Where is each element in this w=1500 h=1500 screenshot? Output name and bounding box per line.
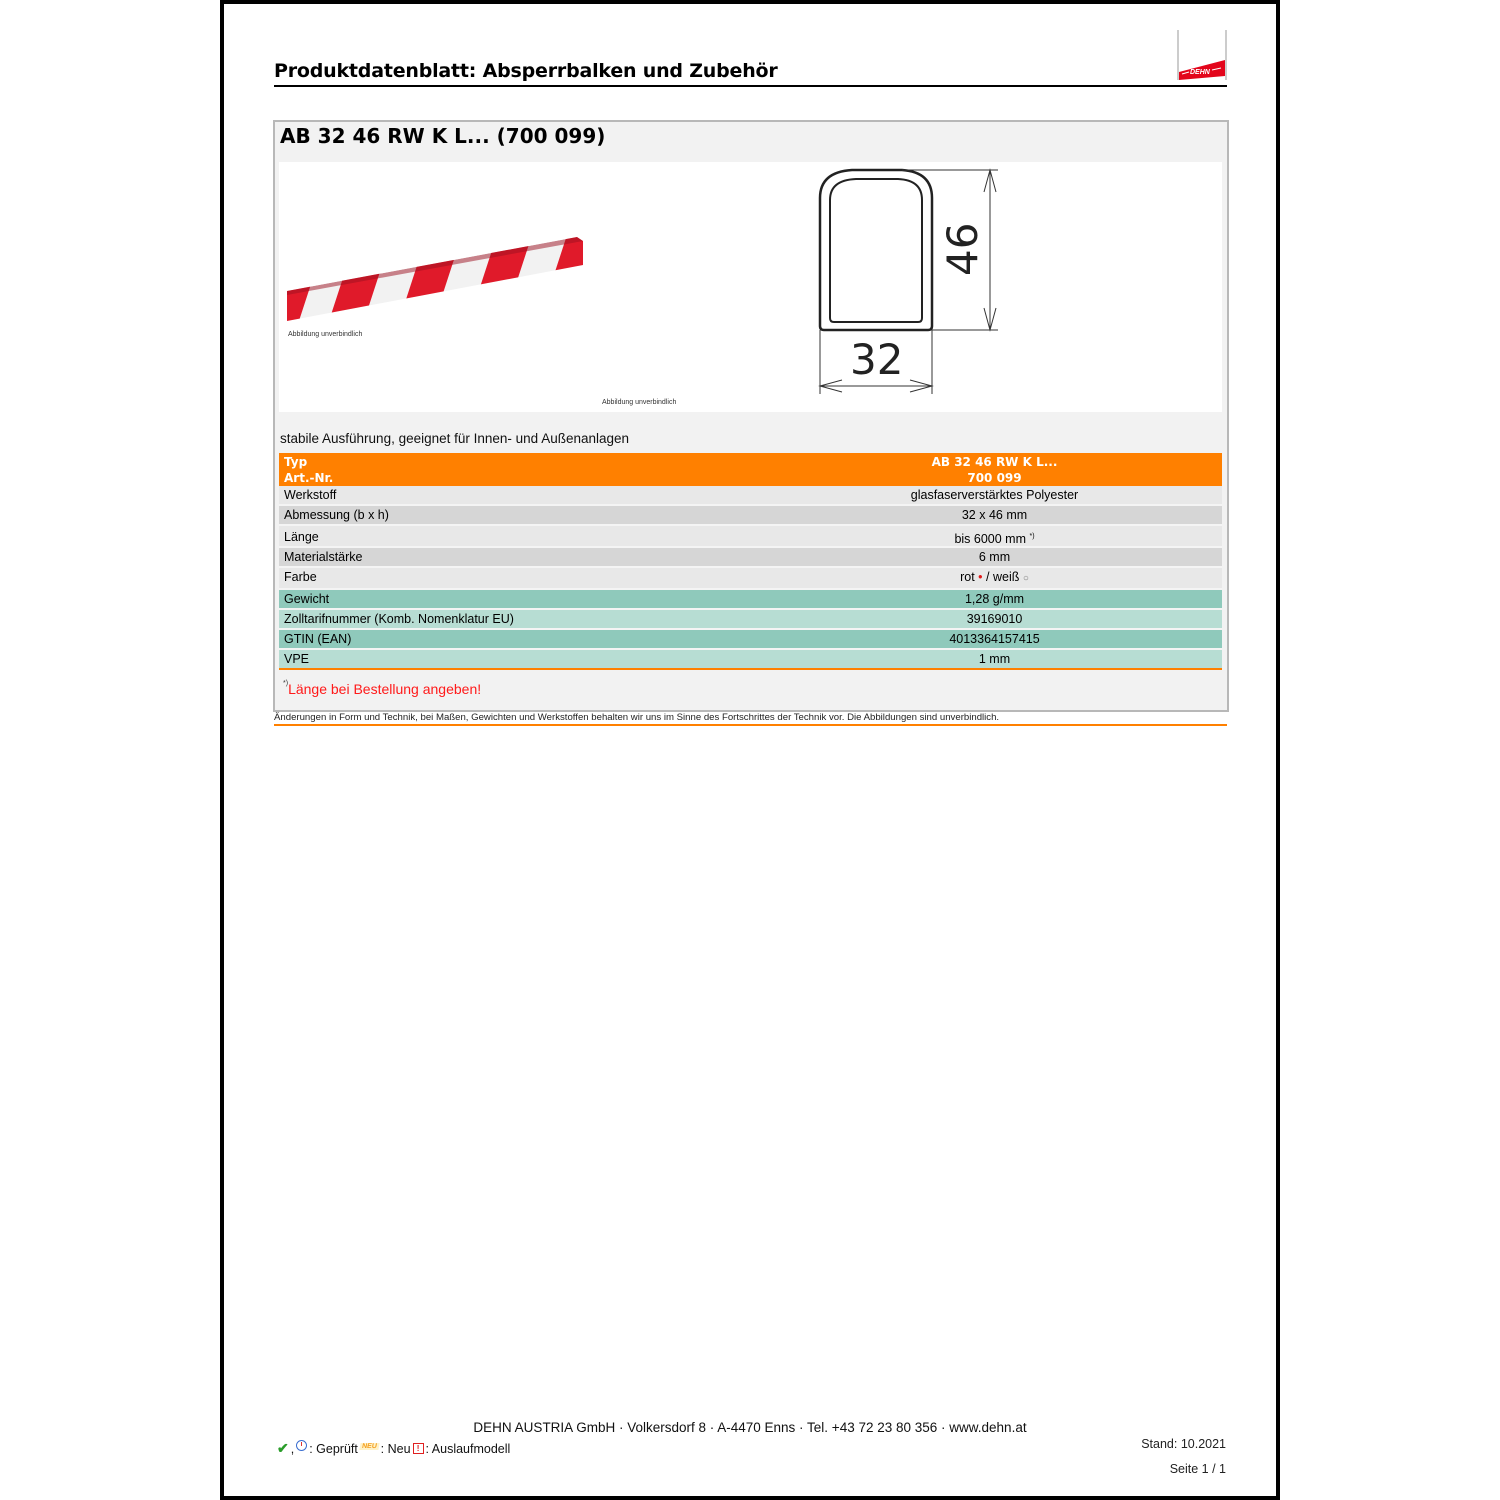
white-circle-icon: ○	[1022, 573, 1029, 584]
row-label: Materialstärke	[284, 550, 363, 564]
footnote	[283, 681, 481, 697]
image-caption: Abbildung unverbindlich	[288, 331, 363, 338]
company-address: DEHN AUSTRIA GmbH · Volkersdorf 8 · A-4470 Enns · Tel. +43 72 23 80 356 · www.dehn.at	[473, 1420, 1027, 1435]
table-bottom-divider	[279, 668, 1222, 670]
table-row	[279, 630, 1222, 650]
barrier-product-image	[287, 235, 585, 327]
row-value: 4013364157415	[949, 632, 1040, 646]
dehn-logo	[1176, 30, 1228, 80]
table-row	[279, 610, 1222, 630]
table-row	[279, 590, 1222, 610]
table-row	[279, 506, 1222, 526]
row-label: GTIN (EAN)	[284, 632, 352, 646]
header-label-typ: Typ	[284, 455, 308, 469]
row-value: 1 mm	[978, 652, 1011, 666]
legend: ✔ , : Geprüft NEU : Neu ! : Auslaufmodell	[277, 1440, 511, 1456]
header-label-artnr: Art.-Nr.	[284, 471, 334, 485]
table-row	[279, 650, 1222, 670]
footnote-text: Länge bei Bestellung angeben!	[288, 681, 482, 697]
red-dot-icon: •	[978, 570, 983, 584]
row-label: Länge	[284, 530, 319, 544]
logo-text: DEHN	[1190, 69, 1210, 76]
product-description: stabile Ausführung, geeignet für Innen- und Außenanlagen	[280, 431, 630, 446]
row-value: 6 mm	[978, 550, 1011, 564]
check-icon: ✔	[277, 1440, 289, 1456]
footnote-marker: *)	[1029, 533, 1035, 540]
row-value: glasfaserverstärktes Polyester	[910, 488, 1079, 502]
header-value-artnr: 700 099	[967, 471, 1022, 485]
table-row	[279, 548, 1222, 568]
row-label: Gewicht	[284, 592, 330, 606]
revision-date: Stand: 10.2021	[1141, 1437, 1226, 1451]
header-divider	[274, 85, 1227, 87]
product-title: AB 32 46 RW K L... (700 099)	[280, 124, 606, 148]
row-value: rot • / weiß ○	[960, 570, 1029, 584]
table-row	[279, 486, 1222, 506]
footnote-marker: *)	[283, 680, 289, 687]
legend-neu: : Neu	[380, 1441, 411, 1456]
row-label: Abmessung (b x h)	[284, 508, 389, 522]
width-label: 32	[850, 335, 904, 384]
row-label: VPE	[284, 652, 310, 666]
discontinued-icon: !	[413, 1443, 424, 1454]
row-value: 39169010	[966, 612, 1023, 626]
row-label: Zolltarifnummer (Komb. Nomenklatur EU)	[284, 612, 514, 626]
height-label: 46	[938, 222, 987, 276]
table-row	[279, 568, 1222, 590]
row-value: bis 6000 mm *)	[954, 532, 1035, 547]
drawing-caption: Abbildung unverbindlich	[602, 399, 677, 406]
row-value: 32 x 46 mm	[961, 508, 1028, 522]
row-label: Werkstoff	[284, 488, 337, 502]
disclaimer: Änderungen in Form und Technik, bei Maßen, Gewichten und Werkstoffen behalten wir uns im Sinne des Fortschrittes der Technik vor. Die Abbildungen sind unverbindlich.	[274, 712, 1000, 723]
document-title: Produktdatenblatt: Absperrbalken und Zubehör	[274, 60, 778, 82]
table-header-row	[279, 453, 1222, 486]
legend-auslauf: : Auslaufmodell	[425, 1441, 511, 1456]
clock-icon	[296, 1440, 307, 1451]
spec-table	[279, 453, 1222, 670]
disclaimer-divider	[274, 724, 1227, 726]
row-label: Farbe	[284, 570, 317, 584]
row-value: 1,28 g/mm	[964, 592, 1025, 606]
new-badge-icon: NEU	[361, 1443, 378, 1450]
legend-gepruft: : Geprüft	[309, 1441, 358, 1456]
table-row	[279, 526, 1222, 548]
page-number: Seite 1 / 1	[1169, 1462, 1226, 1476]
profile-dimension-drawing	[812, 164, 1012, 396]
header-value-typ: AB 32 46 RW K L...	[931, 455, 1058, 469]
